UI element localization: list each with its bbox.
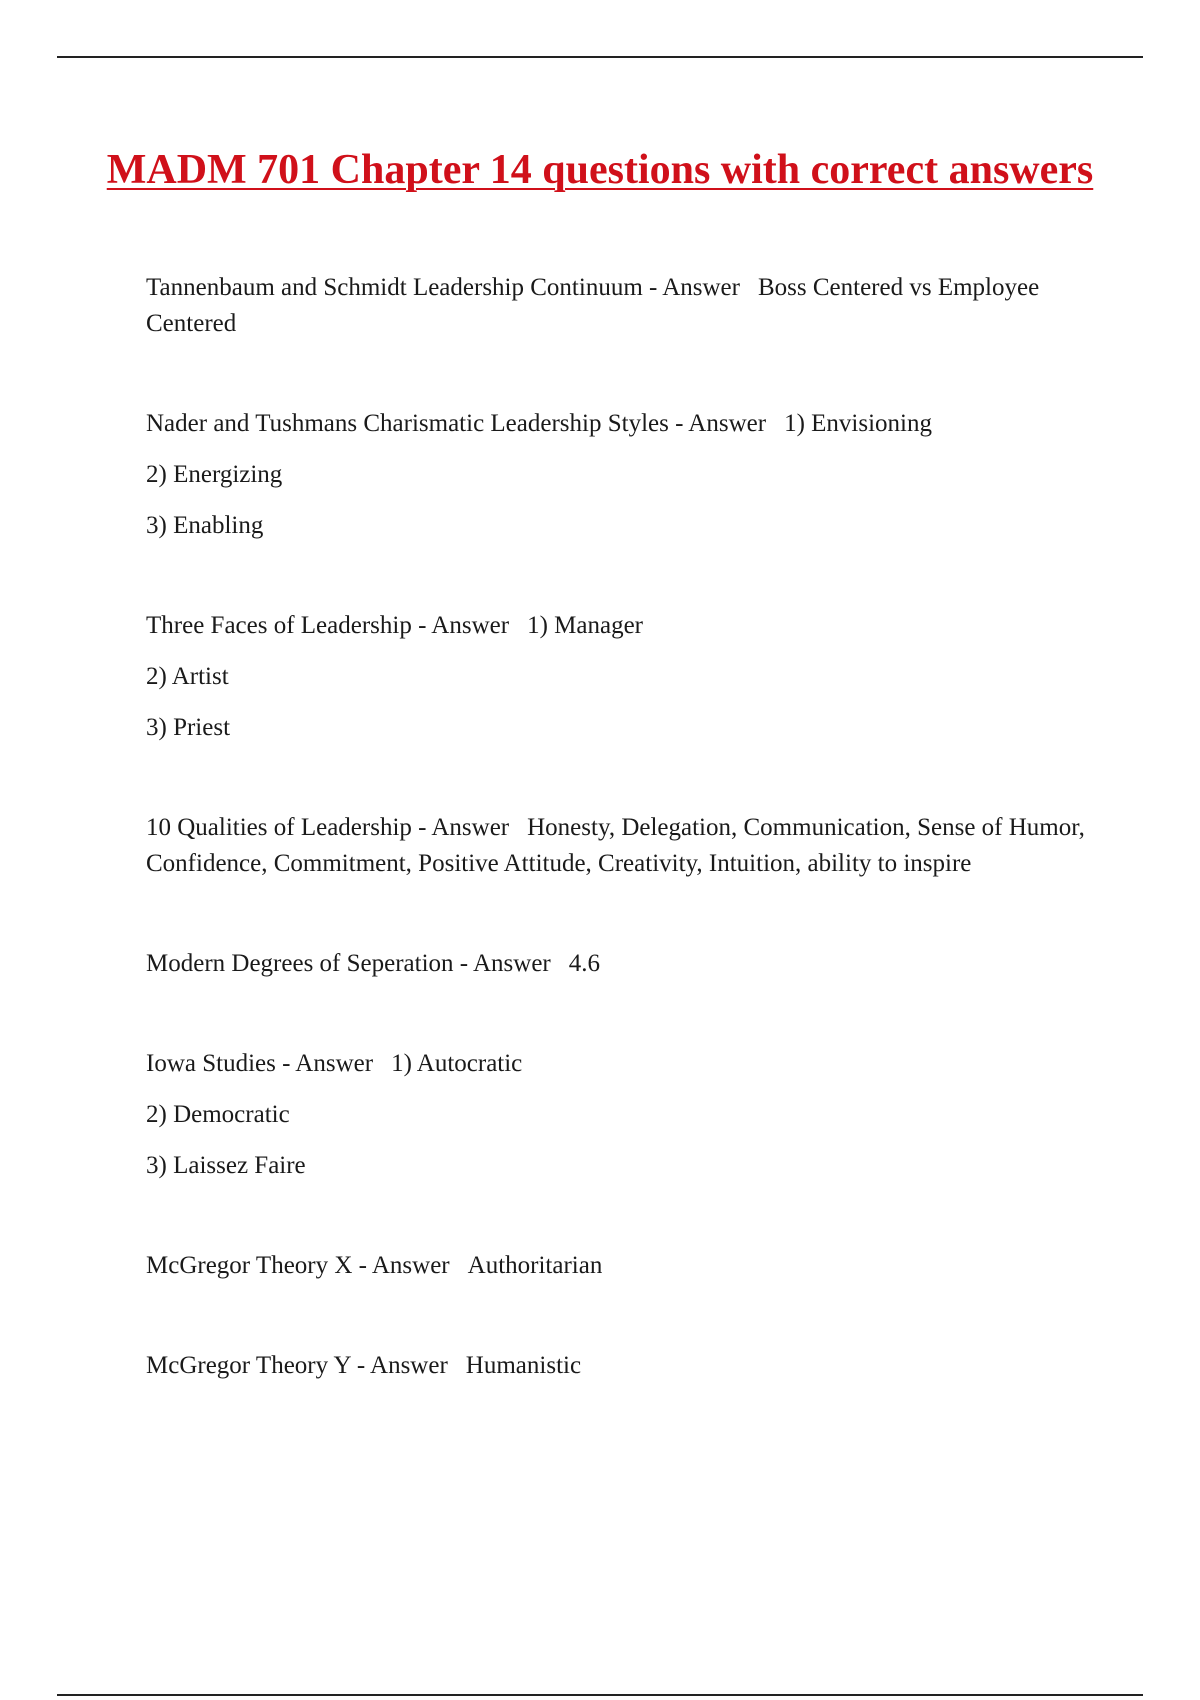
answer-label: - Answer <box>282 1050 374 1077</box>
qa-item <box>146 810 1106 882</box>
top-rule <box>57 56 1143 58</box>
qa-item <box>146 1046 1106 1184</box>
qa-item <box>146 1348 1106 1384</box>
qa-answer: Honesty, Delegation, Communication, Sense of Humor, Confidence, Commitment, Positive Attitude, Creativity, Intuition, ability to inspire <box>146 814 1085 877</box>
qa-answer-line: 3) Enabling <box>146 512 264 539</box>
qa-item <box>146 270 1106 342</box>
qa-term: Nader and Tushmans Charismatic Leadership Styles <box>146 410 669 437</box>
answer-label: - Answer <box>358 1252 450 1279</box>
page-title: MADM 701 Chapter 14 questions with correct answers <box>106 147 1094 193</box>
qa-answer: 1) Manager <box>527 612 643 639</box>
qa-answer: 4.6 <box>568 950 601 977</box>
qa-term: Modern Degrees of Seperation <box>146 950 454 977</box>
qa-answer: Authoritarian <box>467 1252 603 1279</box>
qa-answer: 1) Envisioning <box>784 410 932 437</box>
qa-item <box>146 608 1106 746</box>
qa-term: McGregor Theory Y <box>146 1352 351 1379</box>
qa-answer: 1) Autocratic <box>391 1050 523 1077</box>
answer-label: - Answer <box>459 950 551 977</box>
qa-term: McGregor Theory X <box>146 1252 353 1279</box>
qa-term: Three Faces of Leadership <box>146 612 412 639</box>
answer-label: - Answer <box>675 410 767 437</box>
qa-item <box>146 1248 1106 1284</box>
answer-label: - Answer <box>418 612 510 639</box>
qa-answer-line: 3) Priest <box>146 714 231 741</box>
qa-answer-line: 2) Democratic <box>146 1101 290 1128</box>
qa-item <box>146 946 1106 982</box>
qa-answer-line: 2) Artist <box>146 663 229 690</box>
qa-term: Iowa Studies <box>146 1050 276 1077</box>
bottom-rule <box>57 1694 1143 1696</box>
qa-item <box>146 406 1106 544</box>
answer-label: - Answer <box>649 274 740 301</box>
answer-label: - Answer <box>356 1352 448 1379</box>
qa-list <box>146 270 1106 1448</box>
qa-answer-line: 2) Energizing <box>146 461 283 488</box>
qa-answer: Humanistic <box>465 1352 582 1379</box>
qa-answer: Boss Centered vs Employee Centered <box>146 274 1040 337</box>
qa-term: 10 Qualities of Leadership <box>146 814 412 841</box>
answer-label: - Answer <box>418 814 510 841</box>
qa-answer-line: 3) Laissez Faire <box>146 1152 306 1179</box>
qa-term: Tannenbaum and Schmidt Leadership Continuum <box>146 274 643 301</box>
